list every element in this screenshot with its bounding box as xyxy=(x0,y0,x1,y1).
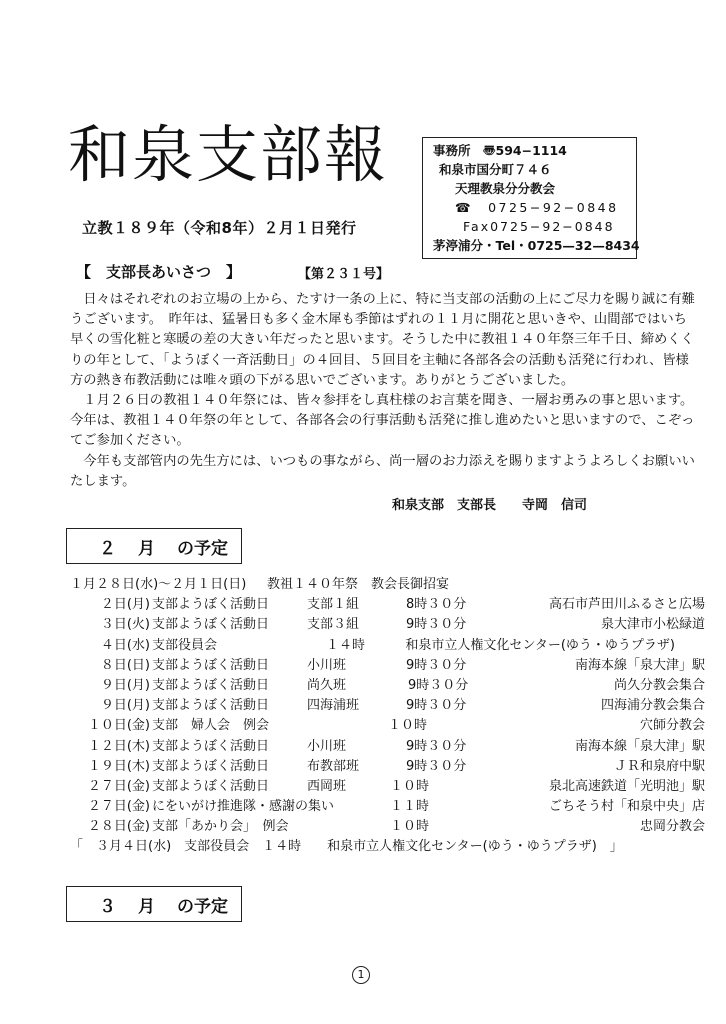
schedule-place: 高石市芦田川ふるさと広場 xyxy=(548,597,705,613)
schedule-event: 支部「あかり会」 例会 xyxy=(152,819,289,835)
schedule-event: 支部ようぼく活動日 xyxy=(152,657,270,673)
office-address: 和泉市国分町７４６ xyxy=(439,162,552,177)
february-schedule xyxy=(70,573,720,856)
office-phone: ☎ 0725−92−0848 xyxy=(455,200,619,215)
schedule-place: 南海本線「泉大津」駅 xyxy=(574,738,705,754)
greeting-paragraph: 日々はそれぞれのお立場の上から、たすけ一条の上に、特に当支部の活動の上にご尽力を賜り誠に有難うございます。 昨年は、猛暑日も多く金木犀も季節はずれの１１月に開花と思いきや、山間部ではいち早くの雪化粧と寒暖の差の大きい年だったと思います。そうした中に教祖１４０年祭三年千日、締めくくりの年として、「ようぼく一斉活動日」の４回目、５回目を主軸に各部各会の活動も活発に行われ、皆様方の熱き布教活動には唯々頭の下がる思いでございます。ありがとうございました。 xyxy=(70,292,695,388)
schedule-time: 9時３０分 xyxy=(406,657,467,673)
schedule-group: 西岡班 xyxy=(307,778,347,794)
office-info-box xyxy=(422,137,640,259)
schedule-date: ２８日(金) xyxy=(87,819,150,835)
greeting-heading: 【 支部長あいさつ 】 xyxy=(76,263,242,281)
schedule-group: 尚久班 xyxy=(307,677,347,693)
schedule-group: 小川班 xyxy=(307,657,347,673)
greeting-paragraph: 今年も支部管内の先生方には、いつもの事ながら、尚一層のお力添えを賜りますようよろしくお願いいたします。 xyxy=(70,453,695,489)
schedule-group: 布教部班 xyxy=(307,758,360,774)
schedule-time: １４時 xyxy=(326,637,366,653)
schedule-event: にをいがけ推進隊・感謝の集い xyxy=(152,799,335,815)
schedule-date: ９日(月) xyxy=(100,698,150,714)
schedule-row xyxy=(70,714,720,734)
schedule-row xyxy=(70,735,720,755)
schedule-time: 9時３０分 xyxy=(406,698,467,714)
issue-number: 【第２３１号】 xyxy=(298,267,390,282)
schedule-row xyxy=(70,795,720,815)
schedule-event: 教祖１４０年祭 教会長御招宴 xyxy=(267,577,450,592)
schedule-event: 支部ようぼく活動日 xyxy=(152,778,270,794)
schedule-date: ４日(水) xyxy=(100,637,150,653)
schedule-event: 支部 婦人会 例会 xyxy=(152,718,270,734)
schedule-row xyxy=(70,815,720,835)
schedule-group: 支部１組 xyxy=(307,597,360,613)
schedule-event: 支部ようぼく活動日 xyxy=(152,698,270,714)
schedule-date: １２日(木) xyxy=(87,738,150,754)
newsletter-title: 和泉支部報 xyxy=(68,118,389,191)
schedule-place: ＪＲ和泉府中駅 xyxy=(613,758,705,774)
schedule-row xyxy=(70,775,720,795)
schedule-group: 小川班 xyxy=(307,738,347,754)
march-schedule-heading xyxy=(66,886,242,922)
schedule-time: 9時３０分 xyxy=(406,617,467,633)
schedule-row xyxy=(70,694,720,714)
heading-month-number: ２ xyxy=(99,538,116,559)
schedule-time: 9時３０分 xyxy=(408,677,469,693)
schedule-date: ２７日(金) xyxy=(87,778,150,794)
greeting-signature: 和泉支部 支部長 寺岡 信司 xyxy=(392,498,588,513)
greeting-paragraph: １月２６日の教祖１４０年祭には、皆々参拝をし真柱様のお言葉を聞き、一層お勇みの事と思います。 今年は、教祖１４０年祭の年として、各部各会の行事活動も活発に推し進めたいと思いますので、こぞってご参加ください。 xyxy=(70,393,701,449)
schedule-date: ２７日(金) xyxy=(87,799,150,815)
schedule-row xyxy=(70,634,720,654)
office-postal: 事務所 〠594−1114 xyxy=(433,143,567,158)
schedule-date: ８日(日) xyxy=(100,657,150,673)
heading-schedule-label: の予定 xyxy=(177,896,228,917)
schedule-place: 南海本線「泉大津」駅 xyxy=(574,657,705,673)
schedule-event: 支部ようぼく活動日 xyxy=(152,617,270,633)
heading-month-label: 月 xyxy=(138,896,155,917)
schedule-time: 8時３０分 xyxy=(406,597,467,613)
schedule-time: １０時 xyxy=(390,819,430,835)
heading-schedule-label: の予定 xyxy=(177,538,228,559)
schedule-place: 和泉市立人権文化センター(ゆう・ゆうプラザ) xyxy=(405,637,675,653)
schedule-place: ごちそう村「和泉中央」店 xyxy=(548,799,705,815)
schedule-date: １０日(金) xyxy=(87,718,150,734)
schedule-event: 支部ようぼく活動日 xyxy=(152,677,270,693)
schedule-group: 四海浦班 xyxy=(307,698,360,714)
schedule-event: 支部ようぼく活動日 xyxy=(152,738,270,754)
schedule-date: １月２８日(水)～２月１日(日) xyxy=(70,577,247,592)
schedule-event: 支部ようぼく活動日 xyxy=(152,758,270,774)
schedule-place: 泉大津市小松緑道 xyxy=(600,617,705,633)
february-schedule-heading xyxy=(66,528,242,564)
schedule-time: １０時 xyxy=(390,778,430,794)
schedule-event: 支部役員会 xyxy=(152,637,218,653)
schedule-row xyxy=(70,593,720,613)
schedule-date: ３日(火) xyxy=(100,617,150,633)
schedule-place: 四海浦分教会集合 xyxy=(600,698,705,714)
page-number: 1 xyxy=(352,966,370,984)
issue-date: 立教１８９年（令和8年）２月１日発行 xyxy=(82,219,357,237)
schedule-row xyxy=(70,654,720,674)
schedule-time: １０時 xyxy=(388,718,428,734)
schedule-place: 尚久分教会集合 xyxy=(613,677,705,693)
schedule-date: １９日(木) xyxy=(87,758,150,774)
schedule-place: 泉北高速鉄道「光明池」駅 xyxy=(548,778,705,794)
schedule-time: 9時３０分 xyxy=(406,758,467,774)
schedule-date: ２日(月) xyxy=(100,597,150,613)
schedule-date: ９日(月) xyxy=(100,677,150,693)
schedule-note: 「 ３月４日(水) 支部役員会 １４時 和泉市立人権文化センター(ゆう・ゆうプラザ) 」 xyxy=(70,839,623,855)
office-church: 天理教泉分分教会 xyxy=(455,181,556,196)
schedule-row xyxy=(70,674,720,694)
schedule-event: 支部ようぼく活動日 xyxy=(152,597,270,613)
schedule-place: 忠岡分教会 xyxy=(639,819,705,835)
office-sub-phone: 茅渟浦分・Tel・0725—32—8434 xyxy=(433,238,640,253)
schedule-time: １１時 xyxy=(390,799,430,815)
heading-month-label: 月 xyxy=(138,538,155,559)
schedule-row xyxy=(70,755,720,775)
schedule-time: 9時３０分 xyxy=(406,738,467,754)
schedule-row xyxy=(70,613,720,633)
schedule-group: 支部３組 xyxy=(307,617,360,633)
schedule-note-row xyxy=(70,835,720,855)
office-fax: Fax0725−92−0848 xyxy=(463,219,615,234)
schedule-row xyxy=(70,573,720,593)
heading-month-number: ３ xyxy=(99,896,116,917)
greeting-body xyxy=(70,290,701,492)
schedule-place: 穴師分教会 xyxy=(639,718,705,734)
